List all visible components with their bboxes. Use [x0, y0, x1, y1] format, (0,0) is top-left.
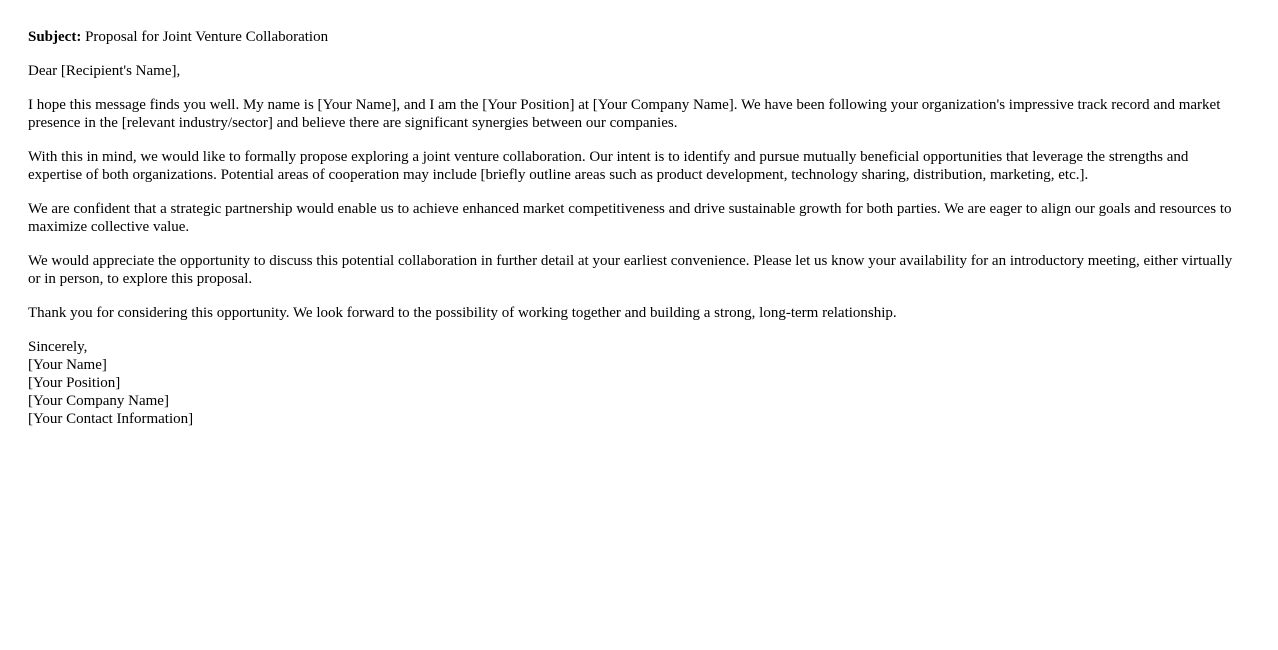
paragraph-meeting-request: We would appreciate the opportunity to discuss this potential collaboration in further detail at your earliest convenience. Please let us know your availability for an introductory meeting, either virtually or in person, to explore this proposal.: [28, 253, 1233, 287]
email-body: [28, 28, 1246, 428]
subject-line: [28, 28, 1246, 46]
paragraph-introduction: I hope this message finds you well. My name is [Your Name], and I am the [Your Position] at [Your Company Name]. We have been following your organization's impressive track record and market presence in the [relevant industry/sector] and believe there are significant synergies between our companies.: [28, 97, 1221, 131]
paragraph-proposal: With this in mind, we would like to formally propose exploring a joint venture collaboration. Our intent is to identify and pursue mutually beneficial opportunities that leverage the strengths and expertise of both organizations. Potential areas of cooperation may include [briefly outline areas such as product development, technology sharing, distribution, marketing, etc.].: [28, 149, 1189, 183]
subject-label: Subject:: [28, 29, 82, 45]
signature-closing: Sincerely,: [28, 339, 88, 355]
signature-name: [Your Name]: [28, 357, 107, 373]
greeting: Dear [Recipient's Name],: [28, 63, 181, 79]
signature-company: [Your Company Name]: [28, 393, 169, 409]
signature-block: [28, 338, 1246, 428]
paragraph-thanks: Thank you for considering this opportunity. We look forward to the possibility of working together and building a strong, long-term relationship.: [28, 305, 897, 321]
signature-contact: [Your Contact Information]: [28, 411, 194, 427]
subject-text: Proposal for Joint Venture Collaboration: [85, 29, 329, 45]
paragraph-confidence: We are confident that a strategic partnership would enable us to achieve enhanced market competitiveness and drive sustainable growth for both parties. We are eager to align our goals and resources to maximize collective value.: [28, 201, 1232, 235]
signature-position: [Your Position]: [28, 375, 121, 391]
